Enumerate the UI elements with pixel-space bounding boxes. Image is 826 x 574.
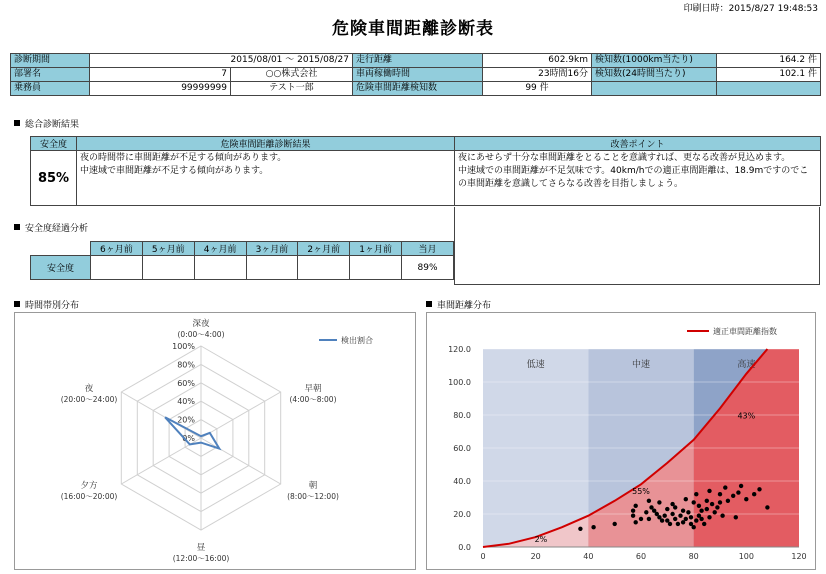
- radar-axis-range: (8:00～12:00): [287, 492, 339, 501]
- scatter-point: [657, 500, 661, 504]
- transition-row-label: 安全度: [31, 256, 91, 280]
- transition-month-6: 当月: [402, 242, 454, 256]
- scatter-point: [705, 499, 709, 503]
- transition-value-3: [246, 256, 298, 280]
- radar-axis-line: [201, 438, 281, 484]
- scatter-y-tick: 120.0: [448, 345, 471, 354]
- scatter-point: [578, 527, 582, 531]
- print-date: 印刷日時：2015/8/27 19:48:53: [683, 4, 818, 14]
- scatter-point: [673, 517, 677, 521]
- radar-axis-name: 朝: [308, 481, 318, 491]
- scatter-point: [752, 492, 756, 496]
- scatter-point: [684, 517, 688, 521]
- radar-tick-label: 80%: [177, 360, 195, 370]
- scatter-point: [678, 514, 682, 518]
- label-per-24h: 検知数(24時間当たり): [592, 68, 717, 82]
- info-row-driver: [11, 82, 821, 96]
- radar-axis-range: (12:00～16:00): [172, 554, 230, 563]
- scatter-point: [631, 509, 635, 513]
- transition-value-2: [194, 256, 246, 280]
- scatter-point: [718, 492, 722, 496]
- diagnosis-line-2: 中速域で車間距離が不足する傾向があります。: [80, 166, 269, 176]
- scatter-point: [694, 492, 698, 496]
- scatter-chart-panel: [426, 312, 816, 570]
- value-per-24h: 102.1 件: [717, 68, 821, 82]
- value-driver-code: 99999999: [90, 82, 231, 96]
- improvement-point-1: 夜にあせらず十分な車間距離をとることを意識すれば、更なる改善が見込めます。: [458, 153, 791, 163]
- section-transition-title: 安全度経過分析: [25, 224, 89, 234]
- bullet-square-icon: [14, 224, 20, 230]
- scatter-point: [726, 499, 730, 503]
- transition-value-6: 89%: [402, 256, 454, 280]
- scatter-x-tick: 100: [738, 552, 754, 561]
- transition-month-5: 1ヶ月前: [350, 242, 402, 256]
- scatter-point: [718, 500, 722, 504]
- section-overall-title: 総合診断結果: [25, 120, 80, 130]
- scatter-point: [647, 517, 651, 521]
- scatter-point: [631, 514, 635, 518]
- scatter-point: [731, 494, 735, 498]
- scatter-point: [686, 510, 690, 514]
- section-transition: [14, 221, 88, 234]
- scatter-point: [694, 518, 698, 522]
- section-time: [14, 298, 79, 311]
- scatter-legend-label: 適正車間距離指数: [713, 327, 777, 336]
- label-operating-time: 車両稼働時間: [353, 68, 483, 82]
- header-safety: 安全度: [31, 137, 77, 151]
- scatter-point: [702, 522, 706, 526]
- label-driver: 乗務員: [11, 82, 90, 96]
- scatter-point: [715, 505, 719, 509]
- section-distance-title: 車間距離分布: [437, 301, 492, 311]
- scatter-point: [744, 497, 748, 501]
- scatter-point: [613, 522, 617, 526]
- info-row-period: [11, 54, 821, 68]
- transition-table: [30, 241, 454, 280]
- radar-tick-label: 40%: [177, 397, 195, 407]
- scatter-x-tick: 120: [791, 552, 807, 561]
- label-department: 部署名: [11, 68, 90, 82]
- radar-axis-line: [201, 392, 281, 438]
- region-percent-label: 55%: [632, 487, 650, 497]
- scatter-point: [736, 490, 740, 494]
- label-per-1000km: 検知数(1000km当たり): [592, 54, 717, 68]
- transition-month-2: 4ヶ月前: [194, 242, 246, 256]
- transition-value-0: [91, 256, 143, 280]
- scatter-point: [705, 507, 709, 511]
- improvement-box-extension: [454, 207, 820, 285]
- radar-chart: [15, 313, 415, 569]
- scatter-y-tick: 60.0: [453, 444, 471, 453]
- scatter-point: [692, 525, 696, 529]
- scatter-x-tick: 20: [530, 552, 541, 561]
- scatter-point: [676, 522, 680, 526]
- scatter-point: [673, 505, 677, 509]
- scatter-x-tick: 0: [480, 552, 486, 561]
- value-driver-name: テスト一郎: [231, 82, 353, 96]
- scatter-point: [734, 515, 738, 519]
- radar-axis-range: (4:00～8:00): [289, 395, 337, 404]
- radar-axis-range: (0:00～4:00): [177, 330, 225, 339]
- scatter-y-tick: 0.0: [458, 543, 471, 552]
- transition-month-4: 2ヶ月前: [298, 242, 350, 256]
- speed-zone-label: 高速: [737, 360, 756, 370]
- radar-chart-panel: [14, 312, 416, 570]
- transition-month-3: 3ヶ月前: [246, 242, 298, 256]
- scatter-point: [634, 504, 638, 508]
- scatter-point: [692, 500, 696, 504]
- empty-label-cell: [592, 82, 717, 96]
- region-percent-label: 43%: [737, 411, 756, 421]
- scatter-point: [634, 520, 638, 524]
- value-operating-time: 23時間16分: [483, 68, 592, 82]
- scatter-point: [689, 515, 693, 519]
- section-distance: [426, 298, 491, 311]
- page-title: 危険車間距離診断表: [332, 19, 494, 39]
- scatter-point: [710, 502, 714, 506]
- header-points: 改善ポイント: [455, 137, 821, 151]
- scatter-point: [684, 497, 688, 501]
- radar-axis-range: (16:00～20:00): [60, 492, 118, 501]
- value-distance: 602.9km: [483, 54, 592, 68]
- section-overall: [14, 117, 79, 130]
- scatter-chart: [427, 313, 815, 569]
- scatter-point: [707, 489, 711, 493]
- safety-score: 85%: [31, 151, 77, 206]
- scatter-point: [765, 505, 769, 509]
- scatter-y-tick: 80.0: [453, 411, 471, 420]
- radar-tick-label: 0%: [182, 434, 195, 443]
- info-table: [10, 53, 821, 96]
- scatter-x-tick: 40: [583, 552, 594, 561]
- radar-axis-name: 昼: [196, 543, 206, 553]
- value-per-1000km: 164.2 件: [717, 54, 821, 68]
- radar-axis-name: 深夜: [192, 319, 210, 329]
- value-period: 2015/08/01 ～ 2015/08/27: [90, 54, 353, 68]
- radar-axis-range: (20:00～24:00): [60, 395, 118, 404]
- scatter-point: [644, 510, 648, 514]
- bullet-square-icon: [14, 120, 20, 126]
- scatter-point: [723, 485, 727, 489]
- scatter-point: [663, 514, 667, 518]
- transition-value-4: [298, 256, 350, 280]
- diagnosis-line-1: 夜の時間帯に車間距離が不足する傾向があります。: [80, 153, 287, 163]
- scatter-point: [720, 514, 724, 518]
- scatter-x-tick: 80: [688, 552, 699, 561]
- scatter-point: [647, 499, 651, 503]
- value-department-code: 7: [90, 68, 231, 82]
- label-distance: 走行距離: [353, 54, 483, 68]
- scatter-y-tick: 40.0: [453, 477, 471, 486]
- scatter-point: [713, 510, 717, 514]
- speed-zone-label: 低速: [526, 360, 545, 370]
- value-department-name: ○○株式会社: [231, 68, 353, 82]
- region-percent-label: 2%: [534, 535, 548, 545]
- radar-axis-name: 夕方: [80, 481, 98, 491]
- radar-tick-label: 100%: [172, 342, 195, 351]
- radar-tick-label: 20%: [177, 415, 195, 425]
- scatter-point: [699, 509, 703, 513]
- scatter-point: [697, 504, 701, 508]
- value-detections: 99 件: [483, 82, 592, 96]
- diagnosis-text: [77, 151, 455, 206]
- scatter-point: [639, 517, 643, 521]
- transition-corner: [31, 242, 91, 256]
- scatter-point: [707, 515, 711, 519]
- scatter-point: [739, 484, 743, 488]
- improvement-point-2: 中速域での車間距離が不足気味です。40km/hでの適正車間距離は、18.9mですのでこの車間距離を意識してさらなる改善を目指しましょう。: [458, 166, 809, 189]
- transition-month-0: 6ヶ月前: [91, 242, 143, 256]
- radar-tick-label: 60%: [177, 378, 195, 388]
- empty-value-cell: [717, 82, 821, 96]
- info-row-department: [11, 68, 821, 82]
- label-period: 診断期間: [11, 54, 90, 68]
- result-table: [30, 136, 821, 206]
- scatter-point: [681, 509, 685, 513]
- transition-value-5: [350, 256, 402, 280]
- improvement-text: [455, 151, 821, 206]
- scatter-point: [660, 518, 664, 522]
- section-time-title: 時間帯別分布: [25, 301, 80, 311]
- scatter-point: [699, 517, 703, 521]
- radar-legend-label: 検出割合: [341, 336, 373, 345]
- radar-axis-name: 早朝: [304, 384, 322, 394]
- transition-value-1: [142, 256, 194, 280]
- scatter-point: [757, 487, 761, 491]
- header-diagnosis: 危険車間距離診断結果: [77, 137, 455, 151]
- label-detections: 危険車間距離検知数: [353, 82, 483, 96]
- scatter-y-tick: 100.0: [448, 378, 471, 387]
- bullet-square-icon: [14, 301, 20, 307]
- speed-zone-label: 中速: [631, 360, 651, 370]
- radar-axis-name: 夜: [84, 384, 94, 394]
- scatter-point: [668, 522, 672, 526]
- scatter-point: [591, 525, 595, 529]
- bullet-square-icon: [426, 301, 432, 307]
- transition-month-1: 5ヶ月前: [142, 242, 194, 256]
- scatter-x-tick: 60: [635, 552, 647, 561]
- scatter-point: [665, 507, 669, 511]
- scatter-point: [670, 512, 674, 516]
- scatter-y-tick: 20.0: [453, 510, 471, 519]
